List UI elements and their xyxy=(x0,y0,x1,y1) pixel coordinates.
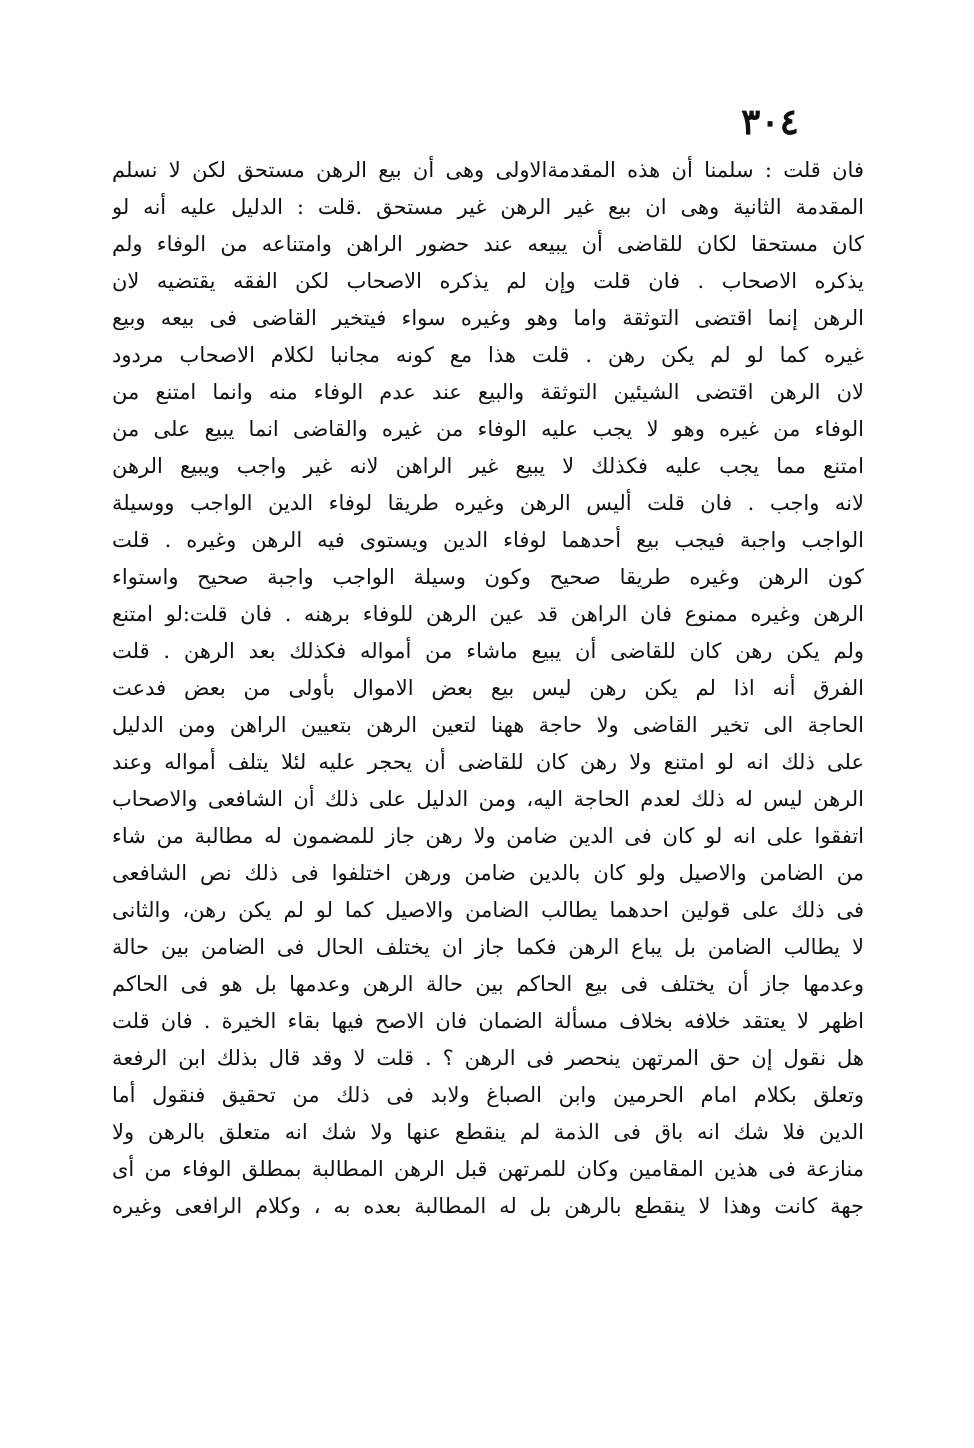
text-line: امتنع مما يجب عليه فكذلك لا يبيع غير الراهن لانه غير واجب ويبيع الرهن xyxy=(112,454,864,478)
text-line: لا يطالب الضامن بل يباع الرهن فكما جاز ان يختلف الحال فى الضامن بين حالة xyxy=(112,935,864,959)
text-line: لانه واجب . فان قلت أليس الرهن وغيره طريقا لوفاء الدين الواجب ووسيلة xyxy=(112,491,864,515)
text-line: فى ذلك على قولين احدهما يطالب الضامن والاصيل كما لو لم يكن رهن، والثانى xyxy=(112,898,864,922)
text-line: الرهن ليس له ذلك لعدم الحاجة اليه، ومن الدليل على ذلك أن الشافعى والاصحاب xyxy=(112,787,864,811)
page-number: ٣٠٤ xyxy=(740,101,799,143)
text-line: الواجب واجبة فيجب بيع أحدهما لوفاء الدين ويستوى فيه الرهن وغيره . قلت xyxy=(112,528,864,552)
text-line: جهة كانت وهذا لا ينقطع بالرهن بل له المطالبة بعده به ، وكلام الرافعى وغيره xyxy=(112,1194,864,1218)
text-line: هل نقول إن حق المرتهن ينحصر فى الرهن ؟ . قلت لا وقد قال بذلك ابن الرفعة xyxy=(112,1046,864,1070)
text-line: الدين فلا شك انه باق فى الذمة لم ينقطع عنها ولا شك انه متعلق بالرهن ولا xyxy=(112,1120,864,1144)
text-line: الفرق أنه اذا لم يكن رهن ليس بيع بعض الاموال بأولى من بعض فدعت xyxy=(112,676,864,700)
text-line: كون الرهن وغيره طريقا صحيح وكون وسيلة الواجب واجبة صحيح واستواء xyxy=(112,565,864,589)
text-line: لان الرهن اقتضى الشيئين التوثقة والبيع عند عدم الوفاء منه وانما امتنع من xyxy=(112,380,864,404)
text-line: اظهر لا يعتقد خلافه بخلاف مسألة الضمان فان الاصح فيها بقاء الخيرة . فان قلت xyxy=(112,1009,864,1033)
text-line: منازعة فى هذين المقامين وكان للمرتهن قبل الرهن المطالبة بمطلق الوفاء من أى xyxy=(112,1157,864,1181)
text-line: غيره كما لو لم يكن رهن . قلت هذا مع كونه مجانبا لكلام الاصحاب مردود xyxy=(112,343,864,367)
text-line: الرهن وغيره ممنوع فان الراهن قد عين الرهن للوفاء برهنه . فان قلت:لو امتنع xyxy=(112,602,864,626)
text-line: يذكره الاصحاب . فان قلت وإن لم يذكره الاصحاب لكن الفقه يقتضيه لان xyxy=(112,269,864,293)
text-line: كان مستحقا لكان للقاضى أن يبيعه عند حضور الراهن وامتناعه من الوفاء ولم xyxy=(112,232,864,256)
text-line: الحاجة الى تخير القاضى ولا حاجة ههنا لتعين الرهن بتعيين الراهن ومن الدليل xyxy=(112,713,864,737)
text-line: اتفقوا على انه لو كان فى الدين ضامن ولا رهن جاز للمضمون له مطالبة من شاء xyxy=(112,824,864,848)
text-line: وعدمها جاز أن يختلف فى بيع الحاكم بين حالة الرهن وعدمها بل هو فى الحاكم xyxy=(112,972,864,996)
text-line: الرهن إنما اقتضى التوثقة واما وهو وغيره سواء فيتخير القاضى فى بيعه وبيع xyxy=(112,306,864,330)
text-line: ولم يكن رهن كان للقاضى أن يبيع ماشاء من أمواله فكذلك بعد الرهن . قلت xyxy=(112,639,864,663)
text-line: من الضامن والاصيل ولو كان بالدين ضامن ورهن اختلفوا فى ذلك نص الشافعى xyxy=(112,861,864,885)
body-text xyxy=(112,152,864,1225)
text-line: على ذلك انه لو امتنع ولا رهن كان للقاضى أن يحجر عليه لئلا يتلف أمواله وعند xyxy=(112,750,864,774)
text-line: فان قلت : سلمنا أن هذه المقدمةالاولى وهى أن بيع الرهن مستحق لكن لا نسلم xyxy=(112,158,864,182)
text-line: الوفاء من غيره وهو لا يجب عليه الوفاء من غيره والقاضى انما يبيع على من xyxy=(112,417,864,441)
text-line: المقدمة الثانية وهى ان بيع غير الرهن غير مستحق .قلت : الدليل عليه أنه لو xyxy=(112,195,864,219)
text-line: وتعلق بكلام امام الحرمين وابن الصباغ ولابد فى ذلك من تحقيق فنقول أما xyxy=(112,1083,864,1107)
